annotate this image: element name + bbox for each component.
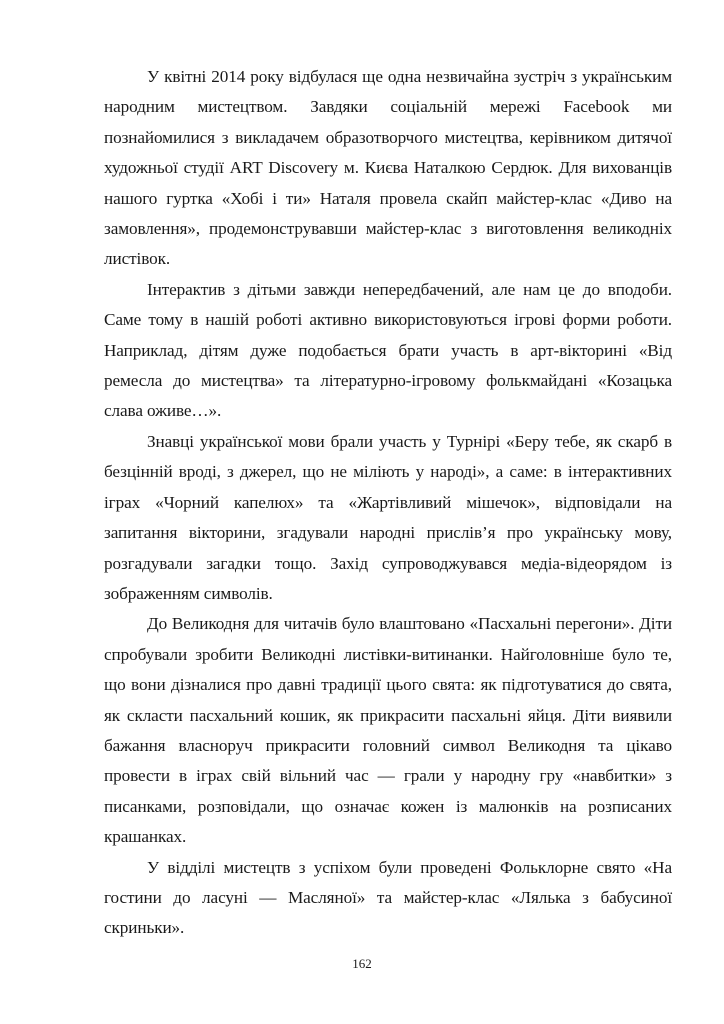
document-body [104,62,672,944]
paragraph-1: У квітні 2014 року відбулася ще одна незвичайна зустріч з українським народним мистецтвом. Завдяки соціальній мережі Facebook ми познайомилися з викладачем образотворчого мистецтва, керівником дитячої художньої студії ART Discovery м. Києва Наталкою Сердюк. Для вихованців нашого гуртка «Хобі і ти» Наталя провела скайп майстер-клас «Диво на замовлення», продемонструвавши майстер-клас з виготовлення великодніх листівок. [104,67,672,269]
paragraph-3: Знавці української мови брали участь у Турнірі «Беру тебе, як скарб в безцінній вроді, з джерел, що не міліють у народі», а саме: в інтерактивних іграх «Чорний капелюх» та «Жартівливий мішечок», відповідали на запитання вікторини, згадували народні прислів’я про українську мову, розгадували загадки тощо. Захід супроводжувався медіа-відеорядом із зображенням символів. [104,431,672,603]
page-number: 162 [352,956,372,971]
paragraph-2: Інтерактив з дітьми завжди непередбачений, але нам це до вподоби. Саме тому в нашій роботі активно використовуються ігрові форми роботи. Наприклад, дітям дуже подобається брати участь в арт-вікторині «Від ремесла до мистецтва» та літературно-ігровому фолькмайдані «Козацька слава оживе…». [104,279,672,421]
paragraph-4: До Великодня для читачів було влаштовано «Пасхальні перегони». Діти спробували зробити Великодні листівки-витинанки. Найголовніше було те, що вони дізналися про давні традиції цього свята: як підготуватися до свята, як скласти пасхальний кошик, як прикрасити пасхальні яйця. Діти виявили бажання власноруч прикрасити головний символ Великодня та цікаво провести в іграх свій вільний час — грали у народну гру «навбитки» з писанками, розповідали, що означає кожен із малюнків на розписаних крашанках. [104,614,672,847]
paragraph-5: У відділі мистецтв з успіхом були проведені Фольклорне свято «На гостини до ласуні — Масляної» та майстер-клас «Лялька з бабусиної скриньки». [104,857,672,938]
